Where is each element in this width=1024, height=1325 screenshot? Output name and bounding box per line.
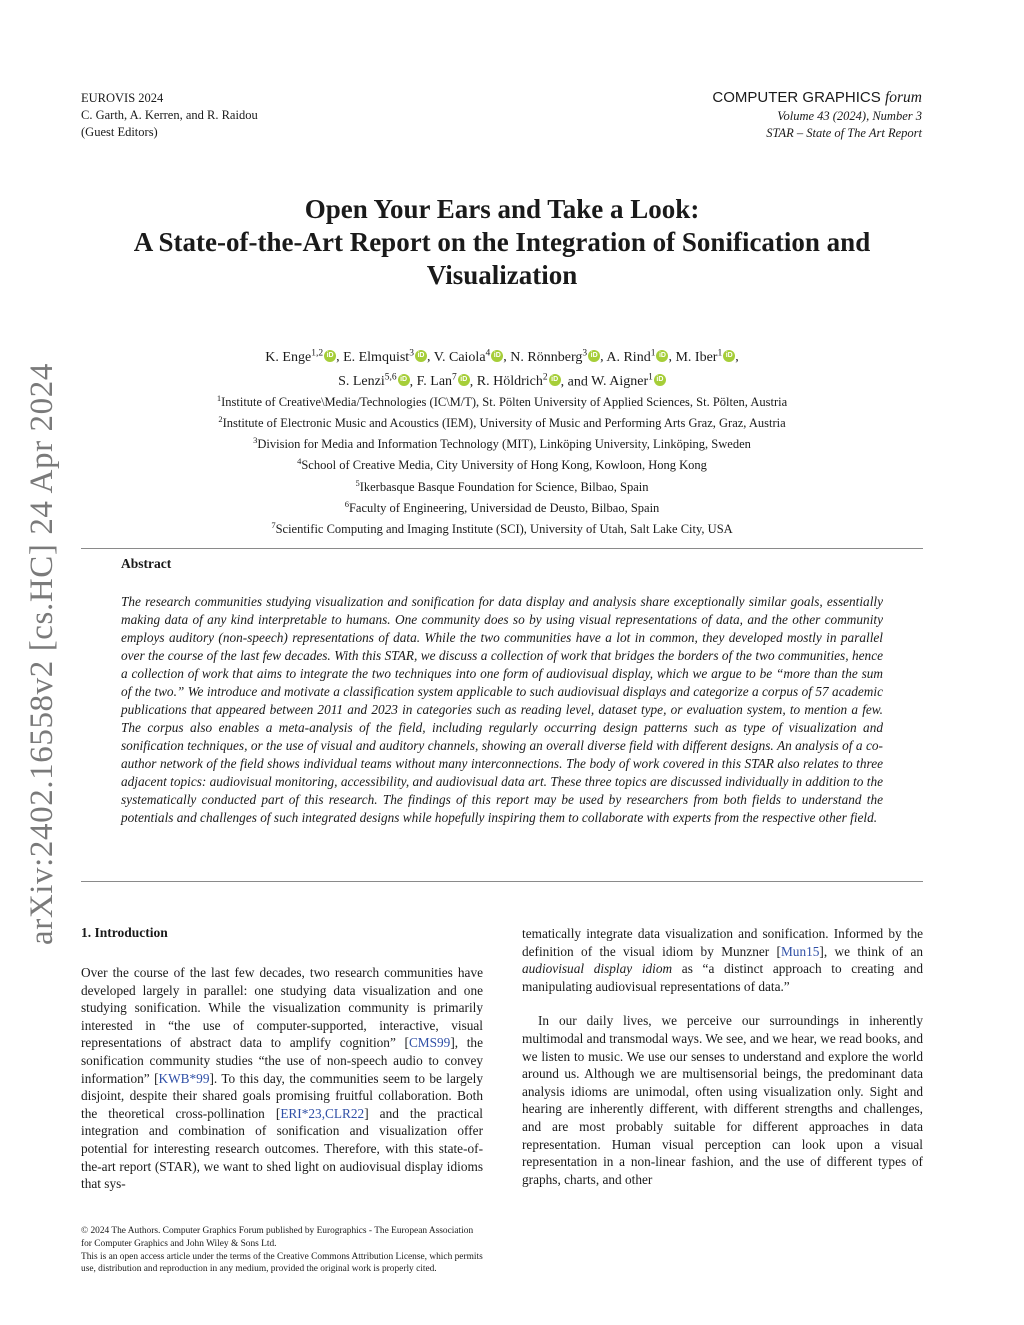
affiliation: $^5$Ikerbasque Basque Foundation for Science, Bilbao, Spain (355, 477, 649, 494)
affiliation-list (80, 390, 924, 538)
orcid-icon[interactable] (723, 350, 735, 362)
running-header-left (81, 90, 258, 141)
report-type: STAR – State of The Art Report (766, 126, 922, 140)
arxiv-identifier-stamp: arXiv:2402.16558v2 [cs.HC] 24 Apr 2024 (24, 363, 60, 945)
citation-separator: , (321, 1105, 326, 1121)
running-header-right (712, 88, 922, 142)
citation-link[interactable]: KWB*99 (158, 1070, 210, 1086)
title-line: Visualization (426, 260, 578, 290)
orcid-icon[interactable] (549, 374, 561, 386)
affiliation: $^3$Division for Media and Information Technology (MIT), Linköping University, Linköping, Sweden (253, 435, 751, 452)
right-column (522, 925, 923, 1188)
orcid-icon[interactable] (398, 374, 410, 386)
affiliation: $^7$Scientific Computing and Imaging Institute (SCI), University of Utah, Salt Lake City, USA (271, 519, 733, 537)
author[interactable]: S. Lenzi$^{5,6}$iD (338, 374, 410, 389)
author[interactable]: M. Iber$^1$iD (675, 350, 735, 365)
journal-volume: Volume 43 (2024), Number 3 (777, 109, 922, 123)
conference-name: EUROVIS 2024 (81, 91, 164, 105)
intro-paragraph: In our daily lives, we perceive our surroundings in inherently multimodal and transmodal ways. We see, and we hear, we read books, and we listen to music. We use our senses to understand and explore the world around us. Although we are multisensorial beings, the predominant data analysis idioms are unimodal, often using visualization only. Sight and hearing are inherently different, with different strengths and challenges, and are most probably suitable for different approaches in data representation. Human visual perception can look upon a visual representation in a non-linear fashion, and the use of different types of graphs, charts, and other (522, 1013, 923, 1187)
copyright-text: © 2024 The Authors. Computer Graphics Forum published by Eurographics - The European Association for Computer Graphics and John Wiley & Sons Ltd. (81, 1226, 474, 1249)
abstract-text: The research communities studying visualization and sonification for data display and analysis share exceptionally similar goals, essentially making data of any kind interpretable to humans. One community does so by using visual representations of data, and the other community employs auditory (non-speech) representations of data. While the two communities have a lot in common, they developed mostly in parallel over the course of the last few decades. With this STAR, we discuss a collection of work that bridges the borders of the two communities, hence a collection of work that aims to integrate the two techniques into one form of audiovisual display, which we argue to be “more than the sum of the two.” We introduce and motivate a classification system applicable to such audiovisual displays and categorize a corpus of 57 academic publications that appeared between 2011 and 2023 in categories such as reading level, dataset type, or evaluation system, to mention a few. The corpus also enables a meta-analysis of the field, including regularly occurring design patterns such as type of visualization and sonification techniques, or the use of visual and auditory channels, showing an overall diverse field with different designs. An analysis of a co-author network of the field shows individual teams without many interconnections. The body of work covered in this STAR also relates to three adjacent topics: audiovisual monitoring, accessibility, and audiovisual data art. These three topics are discussed individually in addition to the systematically conducted part of this research. The findings of this report may be used by researchers from both fields to understand the potentials and challenges of such integrated designs while hopefully inspiring them to collaborate with experts from the respective other field. (121, 594, 883, 825)
affiliation: $^6$Faculty of Engineering, Universidad de Deusto, Bilbao, Spain (344, 498, 660, 515)
orcid-icon[interactable] (588, 350, 600, 362)
license-text: This is an open access article under the terms of the Creative Commons Attribution License, which permits use, distribution and reproduction in any medium, provided the original work is properly cited. (81, 1251, 483, 1275)
intro-paragraph: Over the course of the last few decades, two research communities have developed largely in parallel: one studying data visualization and one studying sonification. While the visualization community is primarily interested in “the use of computer-supported, interactive, visual representations of abstract data to amplify cognition” [CMS99], the sonification community studies “the use of non-speech audio to convey information” [KWB*99]. To this day, the communities seem to be largely disjoint, despite their shared goals promising fruitful collaboration. Both the theoretical cross-pollination [ERI*23,CLR22] and the practical integration and combination of sonification and visualization offer potential for interesting research outcomes. Therefore, with this state-of-the-art report (STAR), we want to shed light on audiovisual display idioms that sys- (81, 965, 483, 1192)
orcid-icon[interactable] (491, 350, 503, 362)
author[interactable]: V. Caiola$^4$iD (434, 350, 504, 365)
left-column (81, 964, 483, 1193)
abstract-heading: Abstract (121, 556, 172, 571)
guest-editors-note: (Guest Editors) (81, 125, 158, 139)
author[interactable]: N. Rönnberg$^3$iD (510, 350, 600, 365)
affiliation: $^1$Institute of Creative\Media/Technologies (IC\M/T), St. Pölten University of Applied Sciences, St. Pölten, Austria (216, 393, 788, 410)
paper-title (80, 193, 924, 292)
divider (81, 881, 923, 882)
author[interactable]: A. Rind$^1$iD (606, 350, 668, 365)
guest-editors: C. Garth, A. Kerren, and R. Raidou (81, 108, 258, 122)
title-line: Open Your Ears and Take a Look: (304, 194, 700, 224)
journal-name: COMPUTER GRAPHICS forum (712, 89, 922, 106)
section-heading: 1. Introduction (81, 925, 168, 940)
intro-paragraph-continued: tematically integrate data visualization and sonification. Informed by the definition of the visual idiom by Munzner [Mun15], we think of an audiovisual display idiom as “a distinct approach to creating and manipulating audiovisual representations of data.” (522, 926, 923, 994)
author[interactable]: F. Lan$^7$iD (417, 374, 470, 389)
copyright-footnote (81, 1225, 483, 1276)
citation-link[interactable]: Mun15 (780, 943, 820, 959)
citation-link[interactable]: ERI*23 (280, 1105, 322, 1121)
citation-link[interactable]: CMS99 (408, 1035, 451, 1051)
citation-link[interactable]: CLR22 (325, 1105, 365, 1121)
orcid-icon[interactable] (415, 350, 427, 362)
divider (81, 548, 923, 549)
author[interactable]: E. Elmquist$^3$iD (343, 350, 427, 365)
author[interactable]: W. Aigner$^1$iD (591, 374, 666, 389)
author[interactable]: R. Höldrich$^2$iD (477, 374, 561, 389)
orcid-icon[interactable] (656, 350, 668, 362)
orcid-icon[interactable] (324, 350, 336, 362)
orcid-icon[interactable] (458, 374, 470, 386)
author[interactable]: K. Enge$^{1,2}$iD (265, 350, 336, 365)
orcid-icon[interactable] (654, 374, 666, 386)
affiliation: $^2$Institute of Electronic Music and Acoustics (IEM), University of Music and Performing Arts Graz, Graz, Austria (218, 414, 786, 431)
author-list: K. Enge$^{1,2}$iD , E. Elmquist$^3$iD , V. Caiola$^4$iD , N. Rönnberg$^3$iD , A. Rind$^1$iD , M. Iber$^1$iD , S. Lenzi$^{5,6}$iD , F. Lan$^7$iD , R. Höldrich$^2$iD , and W. Aigner$^1$iD (80, 343, 924, 392)
title-line: A State-of-the-Art Report on the Integration of Sonification and (133, 227, 871, 257)
affiliation: $^4$School of Creative Media, City University of Hong Kong, Kowloon, Hong Kong (297, 456, 707, 473)
